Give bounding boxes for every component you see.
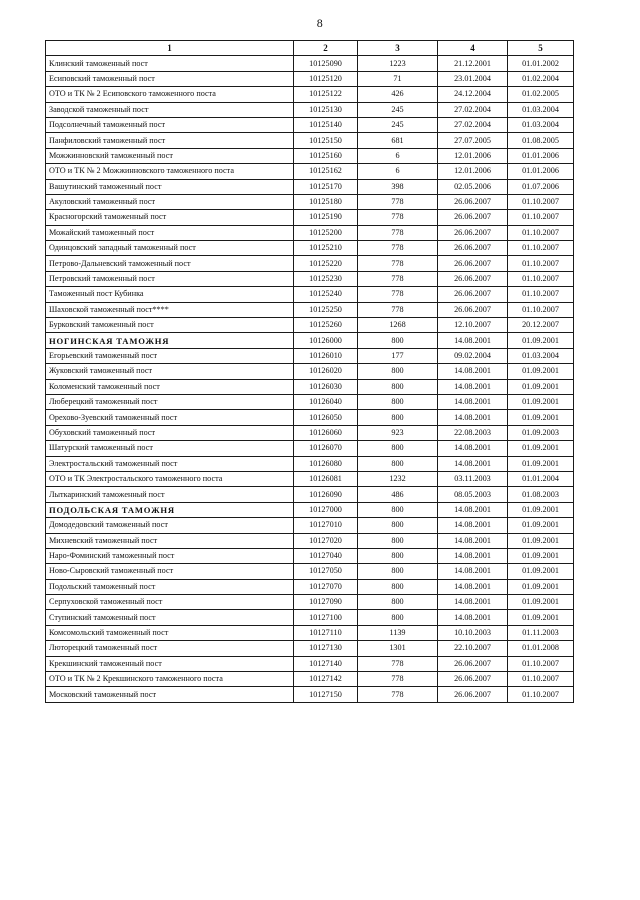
post-name-cell: Серпуховской таможенный пост xyxy=(46,595,294,610)
section-header-row xyxy=(46,502,574,517)
post-name-cell: Лыткаринский таможенный пост xyxy=(46,487,294,502)
effective-date-cell: 01.10.2007 xyxy=(508,302,574,317)
code-cell: 10127010 xyxy=(294,518,358,533)
table-row xyxy=(46,548,574,563)
order-date-cell: 26.06.2007 xyxy=(438,687,508,702)
order-number-cell: 800 xyxy=(358,533,438,548)
code-cell: 10127100 xyxy=(294,610,358,625)
order-number-cell: 923 xyxy=(358,425,438,440)
order-date-cell: 09.02.2004 xyxy=(438,348,508,363)
table-row xyxy=(46,595,574,610)
table-row xyxy=(46,348,574,363)
effective-date-cell: 01.09.2001 xyxy=(508,364,574,379)
order-number-cell: 6 xyxy=(358,148,438,163)
effective-date-cell: 01.01.2006 xyxy=(508,164,574,179)
table-row xyxy=(46,687,574,702)
order-date-cell: 24.12.2004 xyxy=(438,87,508,102)
order-date-cell: 22.08.2003 xyxy=(438,425,508,440)
effective-date-cell: 01.01.2002 xyxy=(508,56,574,71)
order-date-cell: 14.08.2001 xyxy=(438,518,508,533)
table-body xyxy=(46,56,574,702)
post-name-cell: Электростальский таможенный пост xyxy=(46,456,294,471)
code-cell: 10126081 xyxy=(294,471,358,486)
code-cell: 10125180 xyxy=(294,194,358,209)
column-header-2: 2 xyxy=(294,41,358,56)
code-cell: 10125260 xyxy=(294,318,358,333)
effective-date-cell: 01.10.2007 xyxy=(508,210,574,225)
order-number-cell: 778 xyxy=(358,287,438,302)
effective-date-cell: 01.10.2007 xyxy=(508,287,574,302)
effective-date-cell: 01.02.2004 xyxy=(508,71,574,86)
order-date-cell: 14.08.2001 xyxy=(438,564,508,579)
order-date-cell: 21.12.2001 xyxy=(438,56,508,71)
post-name-cell: Коломенский таможенный пост xyxy=(46,379,294,394)
code-cell: 10125090 xyxy=(294,56,358,71)
order-number-cell: 778 xyxy=(358,271,438,286)
table-row xyxy=(46,164,574,179)
post-name-cell: ОТО и ТК Электростальского таможенного поста xyxy=(46,471,294,486)
post-name-cell: Обуховский таможенный пост xyxy=(46,425,294,440)
order-date-cell: 14.08.2001 xyxy=(438,410,508,425)
effective-date-cell: 01.09.2001 xyxy=(508,379,574,394)
order-date-cell: 26.06.2007 xyxy=(438,225,508,240)
order-date-cell: 26.06.2007 xyxy=(438,256,508,271)
effective-date-cell: 01.09.2001 xyxy=(508,502,574,517)
effective-date-cell: 01.09.2001 xyxy=(508,533,574,548)
code-cell: 10125190 xyxy=(294,210,358,225)
post-name-cell: Комсомольский таможенный пост xyxy=(46,625,294,640)
code-cell: 10127050 xyxy=(294,564,358,579)
post-name-cell: ОТО и ТК № 2 Есиповского таможенного поста xyxy=(46,87,294,102)
table-row xyxy=(46,579,574,594)
order-date-cell: 27.02.2004 xyxy=(438,117,508,132)
code-cell: 10126020 xyxy=(294,364,358,379)
post-name-cell: Крекшинский таможенный пост xyxy=(46,656,294,671)
effective-date-cell: 01.09.2001 xyxy=(508,595,574,610)
effective-date-cell: 01.09.2003 xyxy=(508,425,574,440)
effective-date-cell: 01.09.2001 xyxy=(508,410,574,425)
effective-date-cell: 01.09.2001 xyxy=(508,548,574,563)
order-date-cell: 26.06.2007 xyxy=(438,302,508,317)
table-row xyxy=(46,225,574,240)
code-cell: 10125130 xyxy=(294,102,358,117)
order-number-cell: 778 xyxy=(358,194,438,209)
code-cell: 10125170 xyxy=(294,179,358,194)
effective-date-cell: 01.08.2005 xyxy=(508,133,574,148)
order-date-cell: 27.07.2005 xyxy=(438,133,508,148)
table-row xyxy=(46,71,574,86)
effective-date-cell: 01.09.2001 xyxy=(508,456,574,471)
order-number-cell: 1139 xyxy=(358,625,438,640)
code-cell: 10125162 xyxy=(294,164,358,179)
effective-date-cell: 01.09.2001 xyxy=(508,394,574,409)
post-name-cell: Петрово-Дальневский таможенный пост xyxy=(46,256,294,271)
post-name-cell: Панфиловский таможенный пост xyxy=(46,133,294,148)
effective-date-cell: 01.09.2001 xyxy=(508,564,574,579)
code-cell: 10126010 xyxy=(294,348,358,363)
post-name-cell: Ступинский таможенный пост xyxy=(46,610,294,625)
effective-date-cell: 01.09.2001 xyxy=(508,610,574,625)
code-cell: 10127110 xyxy=(294,625,358,640)
code-cell: 10125122 xyxy=(294,87,358,102)
order-number-cell: 778 xyxy=(358,225,438,240)
effective-date-cell: 20.12.2007 xyxy=(508,318,574,333)
code-cell: 10127150 xyxy=(294,687,358,702)
code-cell: 10125210 xyxy=(294,241,358,256)
column-header-4: 4 xyxy=(438,41,508,56)
column-header-1: 1 xyxy=(46,41,294,56)
code-cell: 10125150 xyxy=(294,133,358,148)
order-number-cell: 800 xyxy=(358,379,438,394)
order-date-cell: 03.11.2003 xyxy=(438,471,508,486)
post-name-cell: Подсолнечный таможенный пост xyxy=(46,117,294,132)
page-number: 8 xyxy=(316,16,324,30)
order-date-cell: 12.01.2006 xyxy=(438,164,508,179)
table-row xyxy=(46,456,574,471)
effective-date-cell: 01.09.2001 xyxy=(508,441,574,456)
order-number-cell: 778 xyxy=(358,672,438,687)
code-cell: 10126030 xyxy=(294,379,358,394)
post-name-cell: Шаховской таможенный пост**** xyxy=(46,302,294,317)
post-name-cell: Красногорский таможенный пост xyxy=(46,210,294,225)
order-date-cell: 14.08.2001 xyxy=(438,533,508,548)
order-number-cell: 800 xyxy=(358,333,438,348)
table-row xyxy=(46,672,574,687)
order-number-cell: 800 xyxy=(358,441,438,456)
table-row xyxy=(46,241,574,256)
order-date-cell: 08.05.2003 xyxy=(438,487,508,502)
order-date-cell: 14.08.2001 xyxy=(438,441,508,456)
effective-date-cell: 01.09.2001 xyxy=(508,579,574,594)
code-cell: 10127140 xyxy=(294,656,358,671)
post-name-cell: ОТО и ТК № 2 Крекшинского таможенного поста xyxy=(46,672,294,687)
code-cell: 10127020 xyxy=(294,533,358,548)
table-row xyxy=(46,656,574,671)
order-number-cell: 800 xyxy=(358,610,438,625)
effective-date-cell: 01.10.2007 xyxy=(508,241,574,256)
order-date-cell: 26.06.2007 xyxy=(438,241,508,256)
order-date-cell: 14.08.2001 xyxy=(438,548,508,563)
order-date-cell: 26.06.2007 xyxy=(438,672,508,687)
table-row xyxy=(46,410,574,425)
code-cell: 10125240 xyxy=(294,287,358,302)
table-row xyxy=(46,441,574,456)
code-cell: 10126080 xyxy=(294,456,358,471)
order-number-cell: 71 xyxy=(358,71,438,86)
post-name-cell: Одинцовский западный таможенный пост xyxy=(46,241,294,256)
order-number-cell: 1232 xyxy=(358,471,438,486)
order-date-cell: 27.02.2004 xyxy=(438,102,508,117)
effective-date-cell: 01.10.2007 xyxy=(508,656,574,671)
order-number-cell: 778 xyxy=(358,687,438,702)
effective-date-cell: 01.08.2003 xyxy=(508,487,574,502)
order-date-cell: 12.10.2007 xyxy=(438,318,508,333)
order-number-cell: 800 xyxy=(358,548,438,563)
post-name-cell: Михневский таможенный пост xyxy=(46,533,294,548)
post-name-cell: Люторецкий таможенный пост xyxy=(46,641,294,656)
order-number-cell: 245 xyxy=(358,117,438,132)
table-row xyxy=(46,271,574,286)
order-date-cell: 10.10.2003 xyxy=(438,625,508,640)
post-name-cell: Орехово-Зуевский таможенный пост xyxy=(46,410,294,425)
order-number-cell: 800 xyxy=(358,595,438,610)
code-cell: 10126050 xyxy=(294,410,358,425)
post-name-cell: Бурковский таможенный пост xyxy=(46,318,294,333)
table-row xyxy=(46,194,574,209)
order-date-cell: 14.08.2001 xyxy=(438,456,508,471)
code-cell: 10127130 xyxy=(294,641,358,656)
effective-date-cell: 01.10.2007 xyxy=(508,687,574,702)
effective-date-cell: 01.09.2001 xyxy=(508,333,574,348)
code-cell: 10126070 xyxy=(294,441,358,456)
code-cell: 10126000 xyxy=(294,333,358,348)
order-number-cell: 177 xyxy=(358,348,438,363)
post-name-cell: Клинский таможенный пост xyxy=(46,56,294,71)
table-row xyxy=(46,87,574,102)
section-header-row xyxy=(46,333,574,348)
post-name-cell: Таможенный пост Кубинка xyxy=(46,287,294,302)
post-name-cell: Можжинновский таможенный пост xyxy=(46,148,294,163)
order-number-cell: 486 xyxy=(358,487,438,502)
table-row xyxy=(46,256,574,271)
order-number-cell: 681 xyxy=(358,133,438,148)
table-row xyxy=(46,394,574,409)
order-number-cell: 800 xyxy=(358,410,438,425)
code-cell: 10125160 xyxy=(294,148,358,163)
effective-date-cell: 01.03.2004 xyxy=(508,117,574,132)
order-date-cell: 14.08.2001 xyxy=(438,394,508,409)
post-name-cell: Ново-Сыровский таможенный пост xyxy=(46,564,294,579)
column-header-5: 5 xyxy=(508,41,574,56)
effective-date-cell: 01.10.2007 xyxy=(508,194,574,209)
table-row xyxy=(46,471,574,486)
order-number-cell: 800 xyxy=(358,456,438,471)
order-number-cell: 800 xyxy=(358,579,438,594)
table-row xyxy=(46,287,574,302)
order-date-cell: 22.10.2007 xyxy=(438,641,508,656)
order-date-cell: 26.06.2007 xyxy=(438,194,508,209)
order-date-cell: 12.01.2006 xyxy=(438,148,508,163)
effective-date-cell: 01.10.2007 xyxy=(508,271,574,286)
effective-date-cell: 01.02.2005 xyxy=(508,87,574,102)
order-date-cell: 14.08.2001 xyxy=(438,595,508,610)
table-row xyxy=(46,533,574,548)
post-name-cell: Акуловский таможенный пост xyxy=(46,194,294,209)
effective-date-cell: 01.01.2006 xyxy=(508,148,574,163)
post-name-cell: Шатурский таможенный пост xyxy=(46,441,294,456)
code-cell: 10125230 xyxy=(294,271,358,286)
effective-date-cell: 01.10.2007 xyxy=(508,672,574,687)
effective-date-cell: 01.10.2007 xyxy=(508,225,574,240)
table-row xyxy=(46,641,574,656)
table-row xyxy=(46,56,574,71)
order-number-cell: 1223 xyxy=(358,56,438,71)
post-name-cell: Есиповский таможенный пост xyxy=(46,71,294,86)
table-row xyxy=(46,210,574,225)
table-row xyxy=(46,117,574,132)
order-date-cell: 14.08.2001 xyxy=(438,333,508,348)
post-name-cell: НОГИНСКАЯ ТАМОЖНЯ xyxy=(46,333,294,348)
order-number-cell: 800 xyxy=(358,518,438,533)
order-date-cell: 14.08.2001 xyxy=(438,502,508,517)
code-cell: 10127090 xyxy=(294,595,358,610)
order-date-cell: 14.08.2001 xyxy=(438,579,508,594)
post-name-cell: Егорьевский таможенный пост xyxy=(46,348,294,363)
code-cell: 10125140 xyxy=(294,117,358,132)
table-row xyxy=(46,610,574,625)
table-row xyxy=(46,302,574,317)
table-row xyxy=(46,518,574,533)
table-row xyxy=(46,148,574,163)
order-date-cell: 26.06.2007 xyxy=(438,210,508,225)
post-name-cell: Заводской таможенный пост xyxy=(46,102,294,117)
code-cell: 10126090 xyxy=(294,487,358,502)
post-name-cell: Жуковский таможенный пост xyxy=(46,364,294,379)
post-name-cell: Вашутинский таможенный пост xyxy=(46,179,294,194)
table-row xyxy=(46,625,574,640)
table-row xyxy=(46,133,574,148)
effective-date-cell: 01.01.2008 xyxy=(508,641,574,656)
effective-date-cell: 01.10.2007 xyxy=(508,256,574,271)
code-cell: 10127142 xyxy=(294,672,358,687)
code-cell: 10125220 xyxy=(294,256,358,271)
order-number-cell: 398 xyxy=(358,179,438,194)
table-row xyxy=(46,487,574,502)
post-name-cell: Подольский таможенный пост xyxy=(46,579,294,594)
order-number-cell: 800 xyxy=(358,502,438,517)
effective-date-cell: 01.03.2004 xyxy=(508,348,574,363)
order-date-cell: 14.08.2001 xyxy=(438,364,508,379)
order-date-cell: 14.08.2001 xyxy=(438,379,508,394)
post-name-cell: ОТО и ТК № 2 Можжинновского таможенного поста xyxy=(46,164,294,179)
order-date-cell: 26.06.2007 xyxy=(438,271,508,286)
table-header-row xyxy=(46,41,574,56)
order-date-cell: 23.01.2004 xyxy=(438,71,508,86)
code-cell: 10127070 xyxy=(294,579,358,594)
effective-date-cell: 01.03.2004 xyxy=(508,102,574,117)
post-name-cell: Петровский таможенный пост xyxy=(46,271,294,286)
order-number-cell: 778 xyxy=(358,302,438,317)
order-date-cell: 02.05.2006 xyxy=(438,179,508,194)
code-cell: 10125250 xyxy=(294,302,358,317)
post-name-cell: Люберецкий таможенный пост xyxy=(46,394,294,409)
effective-date-cell: 01.11.2003 xyxy=(508,625,574,640)
code-cell: 10126040 xyxy=(294,394,358,409)
order-number-cell: 6 xyxy=(358,164,438,179)
table-row xyxy=(46,318,574,333)
post-name-cell: Домодедовский таможенный пост xyxy=(46,518,294,533)
order-number-cell: 1301 xyxy=(358,641,438,656)
effective-date-cell: 01.07.2006 xyxy=(508,179,574,194)
order-date-cell: 26.06.2007 xyxy=(438,287,508,302)
effective-date-cell: 01.01.2004 xyxy=(508,471,574,486)
code-cell: 10127000 xyxy=(294,502,358,517)
order-number-cell: 426 xyxy=(358,87,438,102)
table-row xyxy=(46,564,574,579)
effective-date-cell: 01.09.2001 xyxy=(508,518,574,533)
order-number-cell: 800 xyxy=(358,564,438,579)
customs-posts-table xyxy=(45,40,574,703)
post-name-cell: Наро-Фоминский таможенный пост xyxy=(46,548,294,563)
order-number-cell: 778 xyxy=(358,241,438,256)
table-row xyxy=(46,364,574,379)
order-number-cell: 1268 xyxy=(358,318,438,333)
order-date-cell: 26.06.2007 xyxy=(438,656,508,671)
column-header-3: 3 xyxy=(358,41,438,56)
table-row xyxy=(46,379,574,394)
order-number-cell: 800 xyxy=(358,364,438,379)
post-name-cell: Можайский таможенный пост xyxy=(46,225,294,240)
code-cell: 10125200 xyxy=(294,225,358,240)
table-row xyxy=(46,102,574,117)
code-cell: 10125120 xyxy=(294,71,358,86)
order-number-cell: 778 xyxy=(358,256,438,271)
post-name-cell: ПОДОЛЬСКАЯ ТАМОЖНЯ xyxy=(46,502,294,517)
table-row xyxy=(46,425,574,440)
post-name-cell: Московский таможенный пост xyxy=(46,687,294,702)
code-cell: 10126060 xyxy=(294,425,358,440)
order-number-cell: 800 xyxy=(358,394,438,409)
order-number-cell: 778 xyxy=(358,656,438,671)
order-date-cell: 14.08.2001 xyxy=(438,610,508,625)
code-cell: 10127040 xyxy=(294,548,358,563)
order-number-cell: 245 xyxy=(358,102,438,117)
order-number-cell: 778 xyxy=(358,210,438,225)
table-row xyxy=(46,179,574,194)
